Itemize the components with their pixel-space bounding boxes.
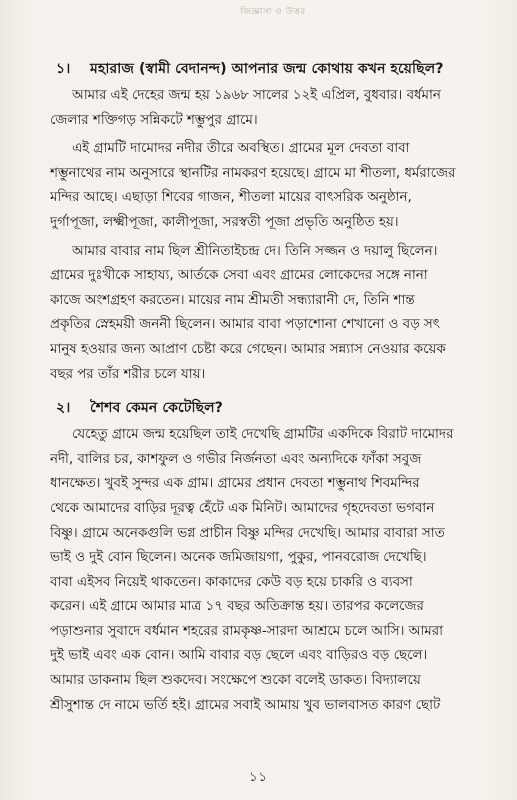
question-2-number: ২। (56, 400, 71, 417)
answer-1-paragraph-1 (50, 84, 475, 133)
text-line: আমার এই দেহের জন্ম হয় ১৯৬৮ সালের ১২ই এপ্রিল, বুধবার। বর্ধমান (72, 88, 441, 103)
question-1-heading (50, 58, 475, 80)
text-line: বছর পর তাঁর শরীর চলে যায়। (50, 366, 206, 382)
answer-2-paragraph-1 (50, 423, 475, 718)
text-line: দুই ভাই এবং এক বোন। আমি বাবার বড় ছেলে এবং বাড়িরও বড় ছেলে। (50, 648, 428, 664)
text-line: প্রকৃতির স্নেহময়ী জননী ছিলেন। আমার বাবা পড়াশোনা শেখানো ও বড় সৎ (50, 317, 440, 333)
text-line: পড়াশুনার সুবাদে বর্ধমান শহরের রামকৃষ্ণ-সারদা আশ্রমে চলে আসি। আমরা (50, 623, 443, 639)
text-line: ধানক্ষেত। খুবই সুন্দর এক গ্রাম। গ্রামের প্রধান দেবতা শম্ভুনাথ শিবমন্দির (50, 476, 420, 492)
text-line: বাবা এইসব নিয়েই থাকতেন। কাকাদের কেউ বড় হয়ে চাকরি ও ব্যবসা (50, 574, 413, 590)
text-line: মানুষ হওয়ার জন্য আপ্রাণ চেষ্টা করে গেছেন। আমার সন্ন্যাস নেওয়ার কয়েক (50, 341, 446, 357)
text-line: আমার ডাকনাম ছিল শুকদেব। সংক্ষেপে শুকো বলেই ডাকত। বিদ্যালয়ে (50, 673, 421, 689)
text-line: দুর্গাপূজা, লক্ষ্মীপূজা, কালীপূজা, সরস্বতী পূজা প্রভৃতি অনুষ্ঠিত হয়। (50, 214, 399, 230)
question-1-number: ১। (56, 61, 71, 77)
text-line: এই গ্রামটি দামোদর নদীর তীরে অবস্থিত। গ্রামের মূল দেবতা বাবা (72, 141, 410, 157)
text-line: শ্রীসুশান্ত দে নামে ভর্তি হই। গ্রামের সবাই আমায় খুব ভালবাসত কারণ ছোট (50, 697, 441, 713)
page-content (50, 58, 475, 722)
text-line: গ্রামের দুঃখীকে সাহায্য, আর্তকে সেবা এবং গ্রামের লোকেদের সঙ্গে নানা (50, 268, 428, 284)
text-line: কাজে অংশগ্রহণ করতেন। মায়ের নাম শ্রীমতী সন্ধ্যারানী দে, তিনি শান্ত (50, 292, 415, 308)
text-line: মন্দির আছে। এছাড়া শিবের গাজন, শীতলা মায়ের বাৎসরিক অনুষ্ঠান, (50, 190, 412, 206)
text-line: জেলার শক্তিগড় সন্নিকটে শম্ভুপুর গ্রামে। (50, 112, 258, 128)
text-line: আমার বাবার নাম ছিল শ্রীনিতাইচন্দ্র দে। তিনি সজ্জন ও দয়ালু ছিলেন। (72, 243, 438, 259)
text-line: ভাই ও দুই বোন ছিলেন। অনেক জমিজায়গা, পুকুর, পানবরোজ দেখেছি। (50, 550, 427, 566)
text-line: করেন। এই গ্রামে আমার মাত্র ১৭ বছর অতিক্রান্ত হয়। তারপর কলেজের (50, 599, 424, 615)
text-line: বিষ্ণু। গ্রামে অনেকগুলি ভগ্ন প্রাচীন বিষ্ণু মন্দির দেখেছি। আমার বাবারা সাত (50, 525, 445, 541)
text-line: যেহেতু গ্রামে জন্ম হয়েছিল তাই দেখেছি গ্রামটির একদিকে বিরাট দামোদর (72, 427, 454, 443)
text-line: শম্ভুনাথের নাম অনুসারে স্থানটির নামকরণ হয়েছে। গ্রামে মা শীতলা, ধর্মরাজের (50, 165, 456, 181)
question-2-heading (50, 397, 475, 419)
text-line: নদী, বালির চর, কাশফুল ও গভীর নির্জনতা এবং অন্যদিকে ফাঁকা সবুজ (50, 451, 422, 467)
answer-1-paragraph-3 (50, 240, 475, 388)
answer-1-paragraph-2 (50, 137, 475, 235)
page-number: ১১ (249, 770, 268, 785)
running-head: জিজ্ঞাসা ও উত্তর (240, 7, 306, 17)
question-2-text: শৈশব কেমন কেটেছিল? (90, 400, 223, 417)
text-line: থেকে আমাদের বাড়ির দূরত্ব হেঁটে এক মিনিট। আমাদের গৃহদেবতা ভগবান (50, 500, 435, 516)
question-1-text: মহারাজ (স্বামী বেদানন্দ) আপনার জন্ম কোথায় কখন হয়েছিল? (90, 61, 444, 77)
